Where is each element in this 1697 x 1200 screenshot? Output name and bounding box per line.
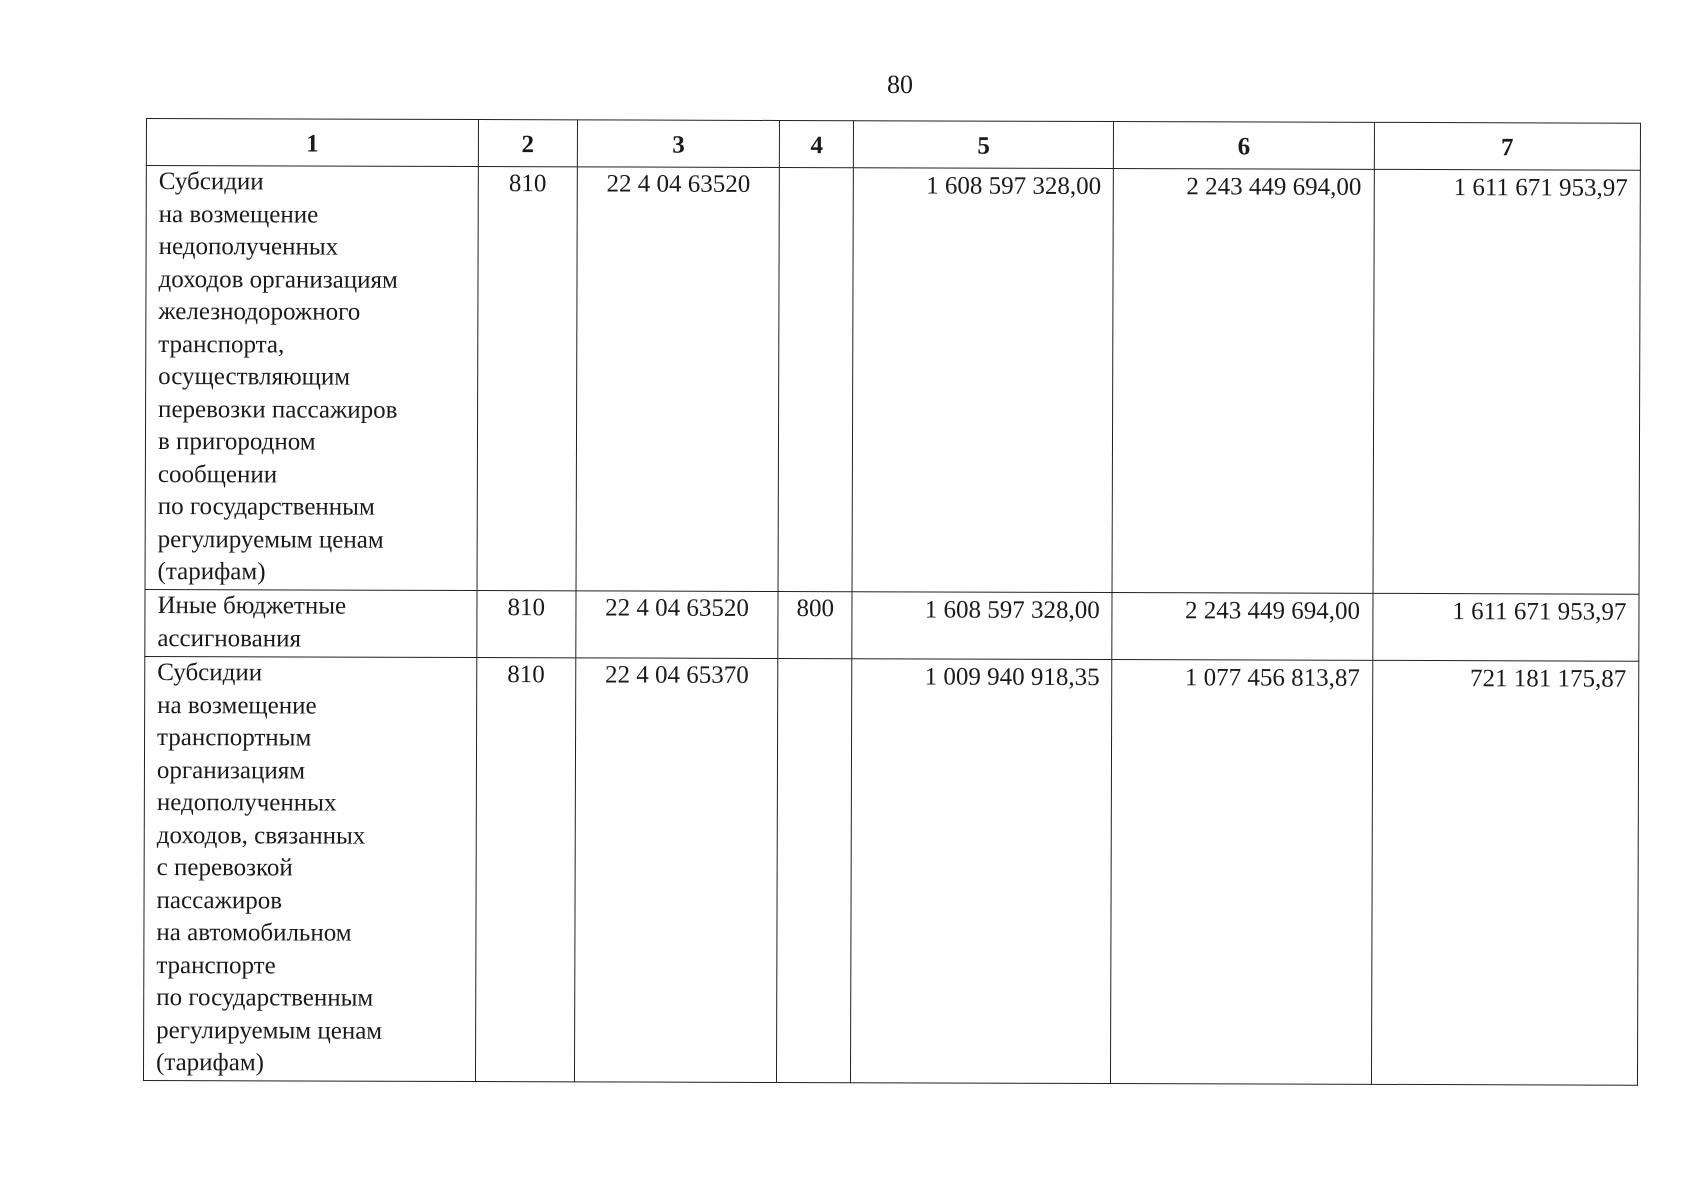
row-name-line: организациям <box>156 756 306 785</box>
row-name-line: по государственным <box>157 493 375 521</box>
row-name-line: в пригородном <box>157 428 316 456</box>
row-col6-cell: 1 077 456 813,87 <box>1111 660 1373 1085</box>
row-col2-cell: 810 <box>475 658 575 1082</box>
row-name-line: доходов организациям <box>158 265 398 294</box>
row-col3-cell: 22 4 04 65370 <box>574 658 778 1083</box>
row-name-line: Субсидии <box>157 659 263 687</box>
row-name-line: Субсидии <box>158 168 264 196</box>
row-col7-cell: 721 181 175,87 <box>1371 660 1639 1085</box>
header-col-3: 3 <box>577 120 780 168</box>
row-name-line: (тарифам) <box>157 558 266 586</box>
row-col2-cell: 810 <box>477 591 576 658</box>
row-name-line: (тарифам) <box>155 1049 265 1077</box>
header-col-6: 6 <box>1114 122 1374 170</box>
budget-table <box>143 118 1641 1086</box>
table-row <box>145 589 1639 661</box>
header-col-7: 7 <box>1374 122 1641 170</box>
row-name-line: транспорта, <box>158 330 285 358</box>
row-name-line: транспорте <box>156 951 276 979</box>
row-col7-cell: 1 611 671 953,97 <box>1373 169 1641 594</box>
header-col-1: 1 <box>146 119 478 167</box>
row-col3-cell: 22 4 04 63520 <box>576 591 779 659</box>
row-col6-cell: 2 243 449 694,00 <box>1112 593 1372 661</box>
row-col7-cell: 1 611 671 953,97 <box>1372 593 1639 661</box>
row-col2-cell: 810 <box>477 167 577 591</box>
row-col5-cell: 1 009 940 918,35 <box>851 659 1113 1084</box>
row-name-line: на автомобильном <box>156 919 352 947</box>
row-name-line: перевозки пассажиров <box>158 395 398 424</box>
row-name-line: доходов, связанных <box>156 821 366 850</box>
row-name-line: с перевозкой <box>156 854 293 882</box>
row-name-line: осуществляющим <box>158 363 351 391</box>
row-col5-cell: 1 608 597 328,00 <box>852 168 1114 593</box>
row-name-line: сообщении <box>157 460 278 488</box>
row-name-cell <box>145 166 478 591</box>
row-name-line: на возмещение <box>157 691 317 720</box>
row-name-line: пассажиров <box>156 886 283 914</box>
row-col5-cell: 1 608 597 328,00 <box>852 592 1112 660</box>
row-name-line: регулируемым ценам <box>156 1016 383 1045</box>
row-name-line: транспортным <box>157 724 312 752</box>
row-name-line: Иные бюджетные <box>157 592 347 620</box>
row-name-line: регулируемым ценам <box>157 525 384 554</box>
row-name-line: недополученных <box>158 233 339 261</box>
header-col-5: 5 <box>853 121 1113 169</box>
row-col4-cell: 800 <box>778 591 852 658</box>
header-col-2: 2 <box>478 120 577 167</box>
table-row <box>145 166 1640 595</box>
row-name-line: ассигнования <box>157 624 302 652</box>
row-name-line: по государственным <box>156 984 374 1012</box>
table-row <box>143 656 1638 1085</box>
row-name-line: недополученных <box>156 789 337 817</box>
row-name-line: железнодорожного <box>158 298 361 326</box>
table-header-row <box>146 119 1640 171</box>
page-number: 80 <box>887 70 913 99</box>
row-col3-cell: 22 4 04 63520 <box>576 167 780 592</box>
row-col6-cell: 2 243 449 694,00 <box>1112 169 1374 594</box>
header-col-4: 4 <box>780 120 854 167</box>
row-name-cell <box>145 589 477 657</box>
row-name-cell <box>143 656 476 1081</box>
row-col4-cell <box>779 167 854 591</box>
row-col4-cell <box>777 658 852 1082</box>
row-name-line: на возмещение <box>158 200 319 229</box>
